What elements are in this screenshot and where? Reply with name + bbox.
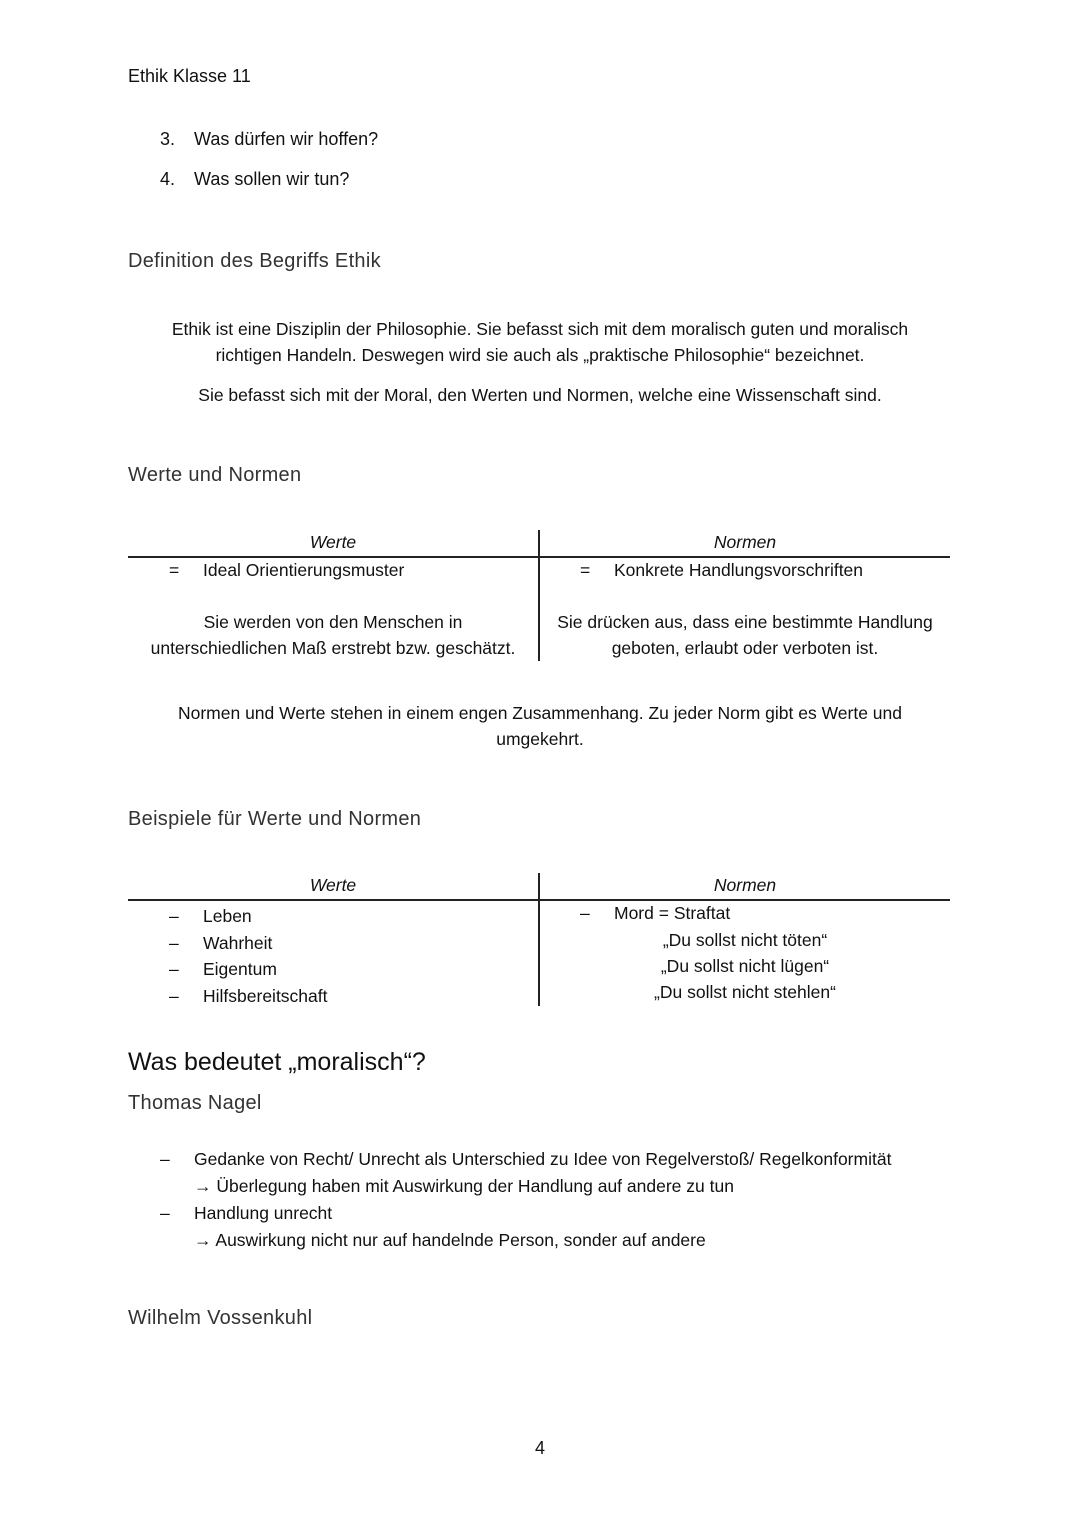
wert-text: Hilfsbereitschaft (203, 985, 328, 1006)
summary-paragraph (128, 700, 952, 752)
heading-moralisch: Was bedeutet „moralisch“? (128, 1048, 426, 1076)
werte-description-line: Sie werden von den Menschen in (203, 612, 463, 632)
header-rule (128, 899, 950, 901)
list-item (169, 930, 328, 957)
normen-description-line: Sie drücken aus, dass eine bestimmte Handlung (557, 612, 933, 632)
dash-bullet: – (169, 959, 179, 979)
norm-quote: „Du sollst nicht stehlen“ (654, 982, 836, 1002)
document-header: Ethik Klasse 11 (128, 66, 251, 86)
column-header-normen: Normen (713, 532, 777, 552)
header-rule (128, 556, 950, 558)
dash-bullet: – (169, 932, 179, 953)
definition-line: richtigen Handeln. Deswegen wird sie auch als „praktische Philosophie“ bezeichnet. (215, 345, 865, 365)
werte-definition (169, 560, 404, 581)
summary-line: umgekehrt. (496, 729, 584, 749)
werte-definition-text: Ideal Orientierungsmuster (203, 560, 405, 580)
norm-quote: „Du sollst nicht töten“ (662, 930, 828, 950)
list-item-subtext: → Überlegung haben mit Auswirkung der Handlung auf andere zu tun (194, 1176, 734, 1196)
dash-bullet: – (160, 1203, 170, 1223)
subheading-thomas-nagel: Thomas Nagel (128, 1092, 262, 1114)
question-text: Was sollen wir tun? (194, 169, 350, 189)
section-heading-beispiele: Beispiele für Werte und Normen (128, 808, 422, 830)
definition-paragraph-2: Sie befasst sich mit der Moral, den Werten und Normen, welche eine Wissenschaft sind. (198, 385, 882, 405)
list-item (160, 1200, 891, 1227)
werte-description (128, 609, 538, 661)
list-item-text: Gedanke von Recht/ Unrecht als Unterschied zu Idee von Regelverstoß/ Regelkonformität (194, 1149, 892, 1169)
norm-quotes (540, 927, 950, 1005)
list-item-text: Handlung unrecht (194, 1203, 333, 1223)
dash-bullet: – (169, 985, 179, 1006)
norm-quote: „Du sollst nicht lügen“ (660, 956, 830, 976)
definition-line: Ethik ist eine Disziplin der Philosophie. Sie befasst sich mit dem moralisch guten und moralisch (171, 319, 909, 339)
question-number: 4. (160, 169, 176, 189)
nagel-list (160, 1146, 891, 1254)
page-number: 4 (534, 1438, 545, 1458)
question-item (160, 169, 349, 190)
norm-main (580, 903, 730, 924)
list-item (169, 903, 328, 930)
dash-bullet: – (160, 1149, 170, 1169)
normen-description (540, 609, 950, 661)
equals-bullet: = (580, 560, 591, 580)
question-number: 3. (160, 129, 176, 149)
section-heading-definition: Definition des Begriffs Ethik (128, 250, 381, 272)
subheading-wilhelm-vossenkuhl: Wilhelm Vossenkuhl (128, 1307, 313, 1329)
question-item (160, 129, 378, 150)
list-item (169, 956, 328, 983)
werte-normen-table (128, 530, 950, 662)
summary-line: Normen und Werte stehen in einem engen Zusammenhang. Zu jeder Norm gibt es Werte und (177, 703, 903, 723)
dash-bullet: – (580, 903, 590, 923)
wert-text: Wahrheit (203, 932, 273, 953)
werte-list (169, 903, 328, 1009)
beispiele-table (128, 873, 950, 1007)
werte-description-line: unterschiedlichen Maß erstrebt bzw. geschätzt. (150, 638, 516, 658)
wert-text: Leben (203, 906, 252, 926)
normen-definition-text: Konkrete Handlungsvorschriften (614, 560, 864, 580)
definition-paragraph (128, 316, 952, 368)
normen-description-line: geboten, erlaubt oder verboten ist. (611, 638, 879, 658)
wert-text: Eigentum (203, 959, 277, 979)
list-item (160, 1146, 891, 1173)
dash-bullet: – (169, 906, 179, 926)
question-text: Was dürfen wir hoffen? (194, 129, 379, 149)
column-header-werte: Werte (309, 875, 357, 895)
list-item-subtext: → Auswirkung nicht nur auf handelnde Person, sonder auf andere (194, 1230, 706, 1250)
normen-definition (580, 560, 863, 581)
list-item (169, 983, 328, 1010)
column-header-normen: Normen (713, 875, 777, 895)
section-heading-werte-normen: Werte und Normen (128, 464, 302, 486)
column-header-werte: Werte (309, 532, 357, 552)
norm-main-text: Mord = Straftat (614, 903, 731, 923)
equals-bullet: = (169, 560, 180, 580)
